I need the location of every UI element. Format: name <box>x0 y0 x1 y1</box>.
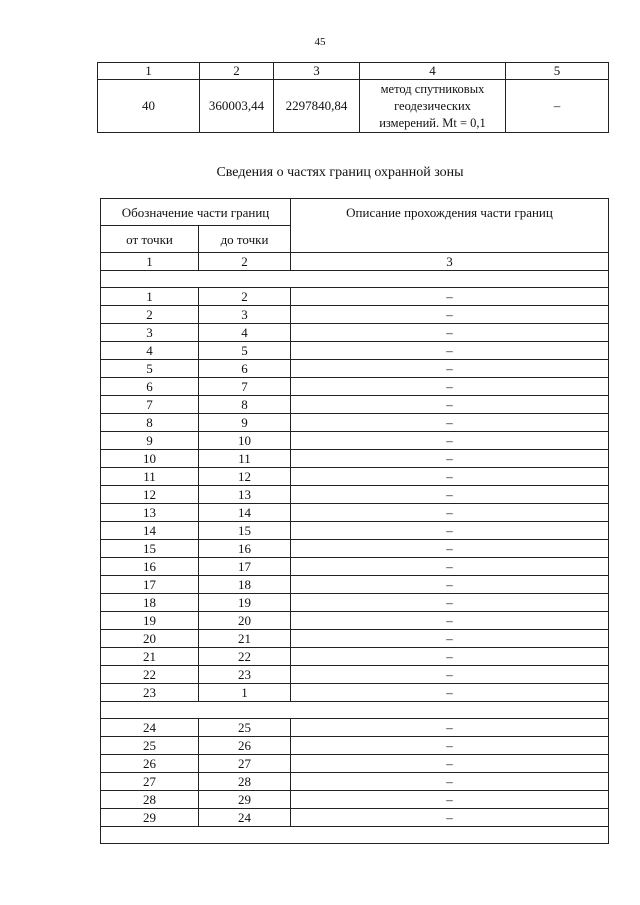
to-point: 12 <box>199 468 291 486</box>
to-point: 3 <box>199 306 291 324</box>
to-point: 6 <box>199 360 291 378</box>
table-row <box>101 432 609 450</box>
segment-description: – <box>291 755 609 773</box>
table-row <box>101 378 609 396</box>
group-separator-row <box>101 702 609 719</box>
segment-description: – <box>291 450 609 468</box>
header-to: до точки <box>199 226 291 253</box>
table-row <box>101 773 609 791</box>
from-point: 28 <box>101 791 199 809</box>
segment-description: – <box>291 396 609 414</box>
to-point: 2 <box>199 288 291 306</box>
from-point: 22 <box>101 666 199 684</box>
segment-description: – <box>291 666 609 684</box>
table-row <box>101 540 609 558</box>
table-row <box>101 522 609 540</box>
segment-description: – <box>291 522 609 540</box>
method-cell <box>360 80 506 133</box>
from-point: 14 <box>101 522 199 540</box>
to-point: 5 <box>199 342 291 360</box>
table-row <box>101 324 609 342</box>
segment-description: – <box>291 378 609 396</box>
to-point: 13 <box>199 486 291 504</box>
table-row <box>101 576 609 594</box>
table-row <box>101 396 609 414</box>
coordinates-row <box>98 80 609 133</box>
method-line-2: геодезических <box>394 98 471 113</box>
col-header-4: 4 <box>360 63 506 80</box>
col-header-3: 3 <box>274 63 360 80</box>
to-point: 16 <box>199 540 291 558</box>
from-point: 2 <box>101 306 199 324</box>
table-row <box>101 306 609 324</box>
segment-description: – <box>291 684 609 702</box>
table-row <box>101 791 609 809</box>
segment-description: – <box>291 630 609 648</box>
segment-description: – <box>291 809 609 827</box>
group-separator-row <box>101 827 609 844</box>
from-point: 21 <box>101 648 199 666</box>
segment-description: – <box>291 594 609 612</box>
segment-description: – <box>291 737 609 755</box>
from-point: 18 <box>101 594 199 612</box>
to-point: 25 <box>199 719 291 737</box>
segment-description: – <box>291 504 609 522</box>
table-row <box>101 737 609 755</box>
segment-description: – <box>291 288 609 306</box>
segment-description: – <box>291 468 609 486</box>
table-row <box>101 414 609 432</box>
from-point: 3 <box>101 324 199 342</box>
to-point: 24 <box>199 809 291 827</box>
header-description: Описание прохождения части границ <box>291 199 609 253</box>
point-number: 40 <box>98 80 200 133</box>
table-row <box>101 486 609 504</box>
to-point: 17 <box>199 558 291 576</box>
coordinates-table <box>97 62 609 133</box>
from-point: 8 <box>101 414 199 432</box>
segment-description: – <box>291 486 609 504</box>
col-header-2: 2 <box>200 63 274 80</box>
segment-description: – <box>291 791 609 809</box>
header-group: Обозначение части границ <box>101 199 291 226</box>
to-point: 1 <box>199 684 291 702</box>
colnum-2: 2 <box>199 253 291 271</box>
to-point: 10 <box>199 432 291 450</box>
from-point: 9 <box>101 432 199 450</box>
to-point: 22 <box>199 648 291 666</box>
from-point: 5 <box>101 360 199 378</box>
from-point: 17 <box>101 576 199 594</box>
table-row <box>101 809 609 827</box>
table-row <box>101 360 609 378</box>
to-point: 23 <box>199 666 291 684</box>
from-point: 25 <box>101 737 199 755</box>
from-point: 4 <box>101 342 199 360</box>
to-point: 26 <box>199 737 291 755</box>
coordinates-header-row <box>98 63 609 80</box>
table-row <box>101 468 609 486</box>
to-point: 19 <box>199 594 291 612</box>
to-point: 21 <box>199 630 291 648</box>
col-header-1: 1 <box>98 63 200 80</box>
table-row <box>101 450 609 468</box>
coord-y: 2297840,84 <box>274 80 360 133</box>
from-point: 11 <box>101 468 199 486</box>
table-row <box>101 755 609 773</box>
segment-description: – <box>291 576 609 594</box>
segment-description: – <box>291 342 609 360</box>
from-point: 23 <box>101 684 199 702</box>
to-point: 15 <box>199 522 291 540</box>
segment-description: – <box>291 719 609 737</box>
segment-description: – <box>291 540 609 558</box>
segment-description: – <box>291 648 609 666</box>
table-row <box>101 648 609 666</box>
parts-colnum-row <box>101 253 609 271</box>
to-point: 8 <box>199 396 291 414</box>
segment-description: – <box>291 432 609 450</box>
to-point: 14 <box>199 504 291 522</box>
segment-description: – <box>291 324 609 342</box>
segment-description: – <box>291 773 609 791</box>
from-point: 16 <box>101 558 199 576</box>
segment-description: – <box>291 306 609 324</box>
method-line-1: метод спутниковых <box>380 81 485 96</box>
table-row <box>101 684 609 702</box>
from-point: 19 <box>101 612 199 630</box>
to-point: 4 <box>199 324 291 342</box>
to-point: 18 <box>199 576 291 594</box>
parts-header-row-1 <box>101 199 609 226</box>
from-point: 27 <box>101 773 199 791</box>
segment-description: – <box>291 360 609 378</box>
from-point: 13 <box>101 504 199 522</box>
from-point: 26 <box>101 755 199 773</box>
table-row <box>101 504 609 522</box>
colnum-3: 3 <box>291 253 609 271</box>
table-row <box>101 666 609 684</box>
from-point: 24 <box>101 719 199 737</box>
header-from: от точки <box>101 226 199 253</box>
table-row <box>101 558 609 576</box>
from-point: 29 <box>101 809 199 827</box>
segment-description: – <box>291 414 609 432</box>
group-separator-row <box>101 271 609 288</box>
from-point: 7 <box>101 396 199 414</box>
col-header-5: 5 <box>506 63 609 80</box>
to-point: 20 <box>199 612 291 630</box>
segment-description: – <box>291 612 609 630</box>
from-point: 1 <box>101 288 199 306</box>
section-title: Сведения о частях границ охранной зоны <box>216 165 464 180</box>
table-row <box>101 288 609 306</box>
coord-x: 360003,44 <box>200 80 274 133</box>
table-row <box>101 342 609 360</box>
boundary-parts-table <box>100 198 609 844</box>
to-point: 29 <box>199 791 291 809</box>
table-row <box>101 630 609 648</box>
from-point: 10 <box>101 450 199 468</box>
segment-description: – <box>291 558 609 576</box>
from-point: 12 <box>101 486 199 504</box>
colnum-1: 1 <box>101 253 199 271</box>
method-line-3: измерений. Mt = 0,1 <box>379 115 486 130</box>
page-number: 45 <box>314 36 326 48</box>
from-point: 6 <box>101 378 199 396</box>
to-point: 28 <box>199 773 291 791</box>
to-point: 11 <box>199 450 291 468</box>
table-row <box>101 719 609 737</box>
to-point: 7 <box>199 378 291 396</box>
table-row <box>101 612 609 630</box>
col5-value: – <box>506 80 609 133</box>
from-point: 15 <box>101 540 199 558</box>
table-row <box>101 594 609 612</box>
from-point: 20 <box>101 630 199 648</box>
to-point: 9 <box>199 414 291 432</box>
to-point: 27 <box>199 755 291 773</box>
